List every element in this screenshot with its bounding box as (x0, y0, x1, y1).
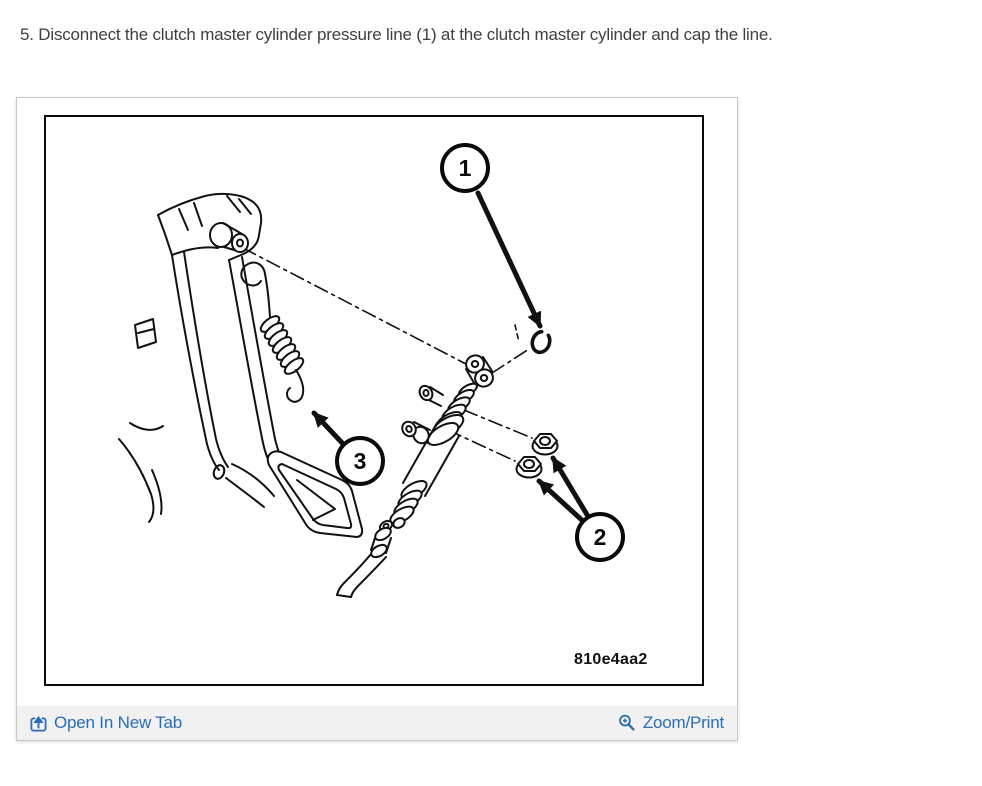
figure-code-label: 810e4aa2 (574, 651, 648, 668)
open-in-new-tab-label: Open In New Tab (54, 713, 183, 732)
snap-ring (530, 329, 553, 354)
clutch-pedal-arm (119, 252, 284, 522)
callout-3-number: 3 (353, 447, 367, 474)
step-instruction: 5. Disconnect the clutch master cylinder pressure line (1) at the clutch master cylinder and cap the line. (20, 25, 773, 44)
callout-3 (335, 436, 385, 486)
zoom-icon (618, 714, 636, 732)
open-in-new-tab-link[interactable] (30, 713, 182, 733)
callout-1 (440, 143, 490, 193)
mounting-nuts (517, 434, 558, 478)
pedal-bracket (158, 194, 261, 260)
callout-2 (575, 512, 625, 562)
zoom-print-link[interactable] (618, 713, 724, 733)
figure-panel (16, 97, 738, 741)
zoom-print-label: Zoom/Print (642, 713, 724, 732)
callout-1-number: 1 (458, 154, 472, 181)
diagram (44, 115, 704, 686)
figure-footer-bar (17, 706, 737, 740)
clutch-pedal-master-cylinder-drawing (46, 117, 702, 684)
open-in-new-tab-icon (30, 715, 47, 732)
master-cylinder (388, 352, 496, 529)
callout-2-number: 2 (593, 523, 607, 550)
